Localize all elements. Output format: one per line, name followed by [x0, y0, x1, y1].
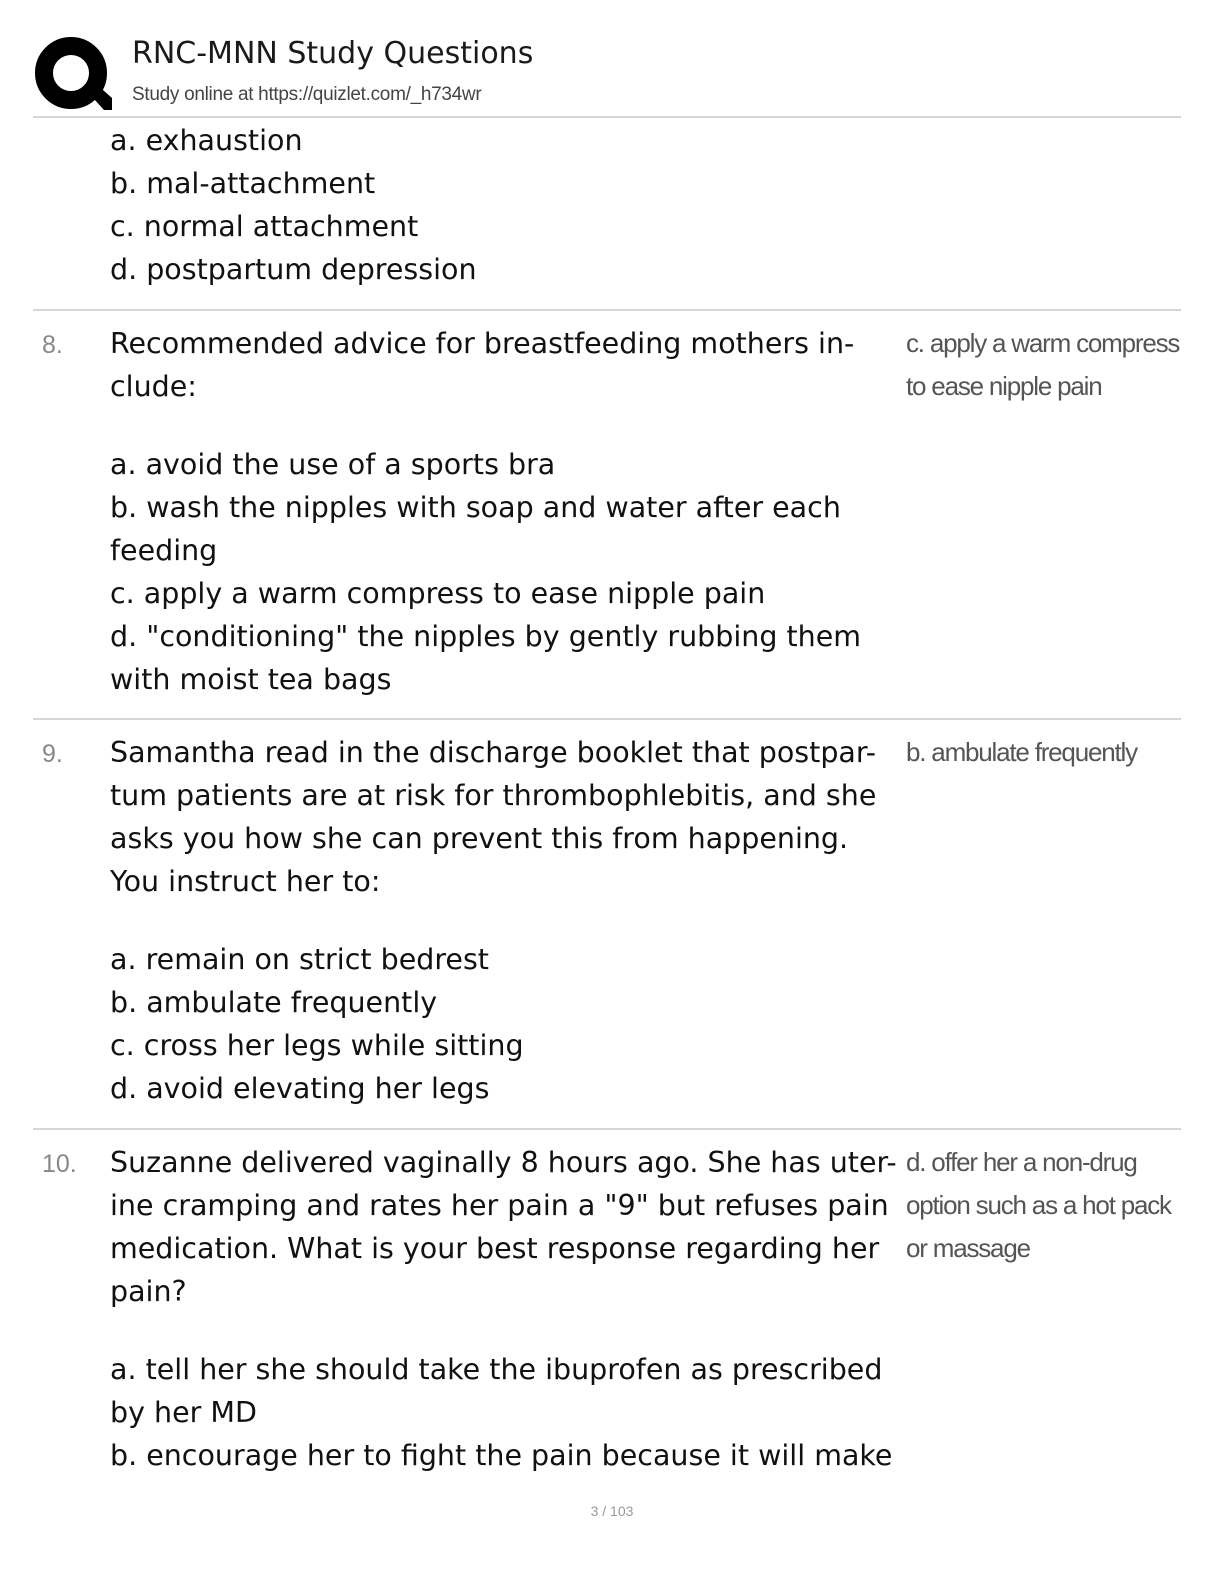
- option-line: b. wash the nipples with soap and water after each: [110, 491, 841, 524]
- option-line: by her MD: [110, 1396, 257, 1429]
- question-line: ine cramping and rates her pain a "9" but refuses pain: [110, 1189, 889, 1222]
- question-options: [110, 938, 910, 1110]
- option-line: c. cross her legs while sitting: [110, 1029, 524, 1062]
- option-line: feeding: [110, 534, 218, 567]
- answer-line: b. ambulate frequently: [906, 737, 1137, 767]
- question-line: You instruct her to:: [110, 865, 381, 898]
- question-line: Suzanne delivered vaginally 8 hours ago. She has uter-: [110, 1146, 897, 1179]
- option-line: a. remain on strict bedrest: [110, 943, 489, 976]
- answer-text: [906, 1141, 1176, 1270]
- study-online-link[interactable]: Study online at https://quizlet.com/_h734wr: [132, 84, 482, 105]
- option-line: b. encourage her to fight the pain because it will make: [110, 1439, 893, 1472]
- answer-line: to ease nipple pain: [906, 371, 1102, 401]
- continued-options: [110, 119, 910, 291]
- option-line: c. normal attachment: [110, 210, 419, 243]
- question-line: Recommended advice for breastfeeding mothers in-: [110, 327, 855, 360]
- page-title: RNC-MNN Study Questions: [132, 36, 534, 71]
- question-text: [110, 1141, 910, 1313]
- answer-line: c. apply a warm compress: [906, 328, 1180, 358]
- question-text: [110, 322, 910, 408]
- option-line: d. "conditioning" the nipples by gently rubbing them: [110, 620, 862, 653]
- quizlet-logo-icon: [34, 36, 112, 114]
- question-number: 9.: [42, 740, 63, 768]
- answer-text: [906, 731, 1176, 774]
- question-line: clude:: [110, 370, 197, 403]
- option-line: c. apply a warm compress to ease nipple pain: [110, 577, 766, 610]
- answer-text: [906, 322, 1180, 408]
- question-divider: [33, 718, 1181, 720]
- answer-line: d. offer her a non-drug: [906, 1147, 1137, 1177]
- question-line: medication. What is your best response regarding her: [110, 1232, 880, 1265]
- question-line: Samantha read in the discharge booklet that postpar-: [110, 736, 877, 769]
- question-line: tum patients are at risk for thrombophlebitis, and she: [110, 779, 877, 812]
- question-divider: [33, 1128, 1181, 1130]
- option-line: a. exhaustion: [110, 124, 303, 157]
- option-line: d. postpartum depression: [110, 253, 477, 286]
- question-number: 10.: [42, 1150, 77, 1178]
- option-line: with moist tea bags: [110, 663, 392, 696]
- option-line: b. ambulate frequently: [110, 986, 438, 1019]
- question-text: [110, 731, 910, 903]
- option-line: a. avoid the use of a sports bra: [110, 448, 556, 481]
- question-divider: [33, 309, 1181, 311]
- answer-line: option such as a hot pack: [906, 1190, 1171, 1220]
- page-number: 3 / 103: [590, 1503, 634, 1519]
- question-options: [110, 1348, 910, 1477]
- answer-line: or massage: [906, 1233, 1030, 1263]
- question-number: 8.: [42, 331, 63, 359]
- option-line: d. avoid elevating her legs: [110, 1072, 490, 1105]
- question-line: pain?: [110, 1275, 187, 1308]
- header-divider: [33, 116, 1181, 118]
- question-options: [110, 443, 910, 701]
- option-line: b. mal-attachment: [110, 167, 376, 200]
- question-line: asks you how she can prevent this from happening.: [110, 822, 849, 855]
- option-line: a. tell her she should take the ibuprofen as prescribed: [110, 1353, 883, 1386]
